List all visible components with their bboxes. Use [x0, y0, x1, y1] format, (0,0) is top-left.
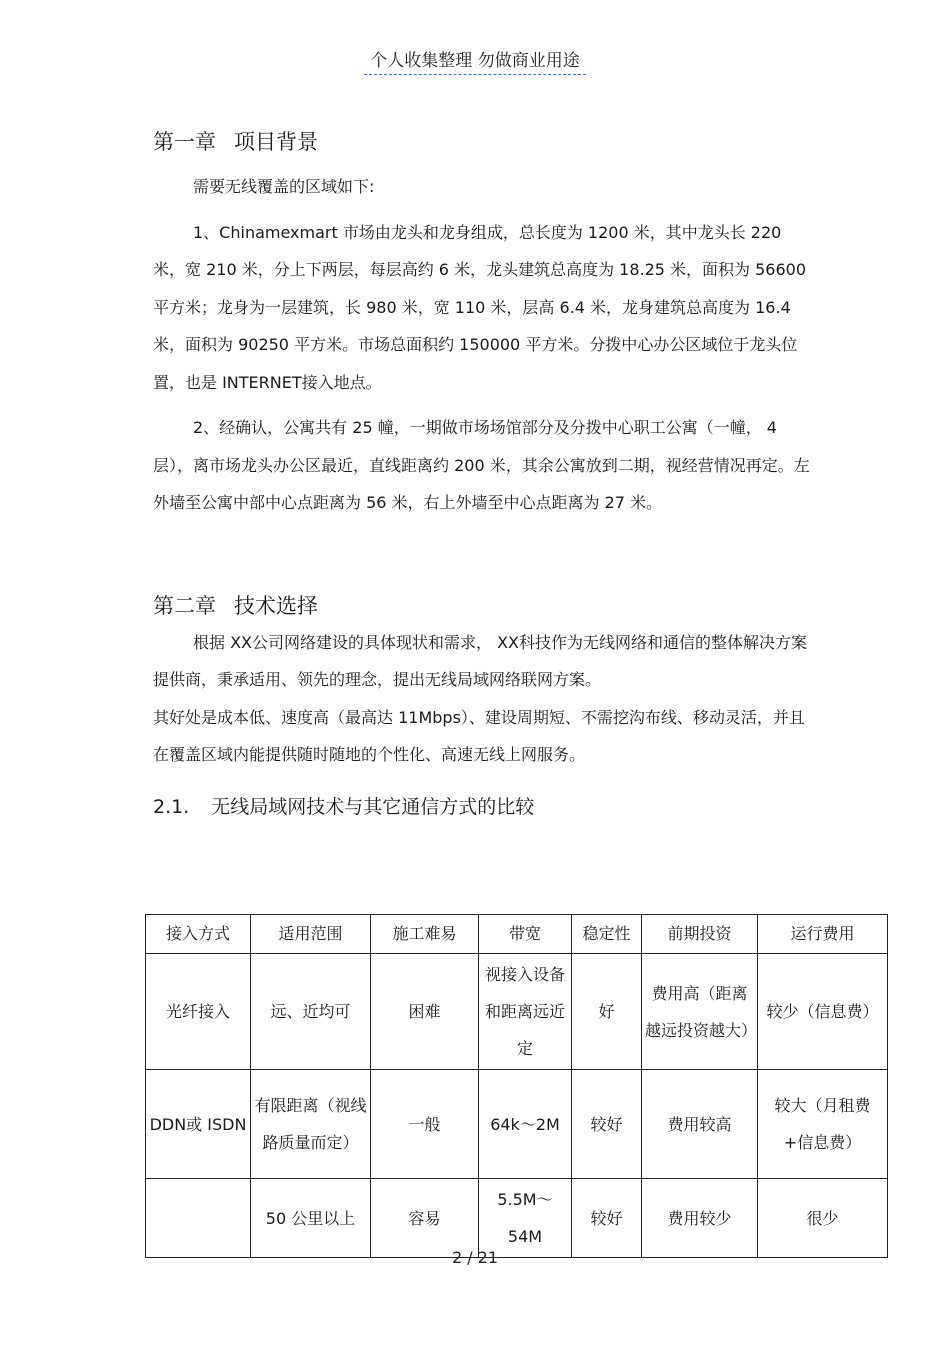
- chapter-1-number: 第一章: [153, 130, 216, 154]
- table-cell: 一般: [371, 1070, 479, 1179]
- table-cell: 费用较高: [642, 1070, 758, 1179]
- chapter-2-title: 技术选择: [234, 593, 318, 618]
- table-cell: 视接入设备和距离远近定: [479, 954, 572, 1070]
- table-header-cell: 施工难易: [371, 915, 479, 954]
- table-row: [146, 1070, 888, 1179]
- table-cell: 64k～2M: [479, 1070, 572, 1179]
- section-2-1-title: 无线局域网技术与其它通信方式的比较: [211, 795, 535, 818]
- table-cell: 容易: [371, 1179, 479, 1258]
- chapter-2-number: 第二章: [153, 593, 216, 618]
- table-cell: 较大（月租费 +信息费）: [758, 1070, 888, 1179]
- table-header-cell: 稳定性: [572, 915, 642, 954]
- table-cell: 困难: [371, 954, 479, 1070]
- chapter-2-heading: [153, 588, 813, 624]
- header-text: 个人收集整理 勿做商业用途: [364, 46, 585, 75]
- chapter-1-paragraph-1: 1、Chinamexmart 市场由龙头和龙身组成，总长度为 1200 米，其中龙头长 220 米，宽 210 米，分上下两层，每层高约 6 米，龙头建筑总高度为 18.25 米，面积为 56600 平方米；龙身为一层建筑，长 980 米，宽 110 米，层高 6.4 米，龙身建筑总高度为 16.4 米，面积为 90250 平方米。市场总面积约 150000 平方米。分拨中心办公区域位于龙头位置，也是 INTERNET接入地点。: [153, 222, 807, 392]
- table-header-cell: 前期投资: [642, 915, 758, 954]
- table-cell: 光纤接入: [146, 954, 251, 1070]
- table-header-row: [146, 915, 888, 954]
- table-row: [146, 954, 888, 1070]
- chapter-1-title: 项目背景: [234, 130, 318, 154]
- table-cell: 较少（信息费）: [758, 954, 888, 1070]
- chapter-2-paragraph-2: 其好处是成本低、速度高（最高达 11Mbps）、建设周期短、不需挖沟布线、移动灵活，并且在覆盖区域内能提供随时随地的个性化、高速无线上网服务。: [153, 707, 805, 764]
- table-cell: 较好: [572, 1179, 642, 1258]
- table-cell: 很少: [758, 1179, 888, 1258]
- chapter-2-paragraph-1: 根据 XX公司网络建设的具体现状和需求， XX科技作为无线网络和通信的整体解决方案提供商，秉承适用、领先的理念，提出无线局域网络联网方案。: [153, 632, 808, 689]
- chapter-1-intro: 需要无线覆盖的区域如下:: [193, 177, 375, 196]
- chapter-1-paragraph-2: 2、经确认，公寓共有 25 幢，一期做市场场馆部分及分拨中心职工公寓（一幢， 4 层），离市场龙头办公区最近，直线距离约 200 米，其余公寓放到二期，视经营情况再定。左外墙至公寓中部中心点距离为 56 米，右上外墙至中心点距离为 27 米。: [153, 418, 810, 512]
- table-header-cell: 适用范围: [251, 915, 371, 954]
- table-cell: 费用高（距离越远投资越大）: [642, 954, 758, 1070]
- table-row: [146, 1179, 888, 1258]
- table-cell: 费用较少: [642, 1179, 758, 1258]
- table-cell: DDN或 ISDN: [146, 1070, 251, 1179]
- table-cell: 5.5M～54M: [479, 1179, 572, 1258]
- table-cell: [146, 1179, 251, 1258]
- chapter-1-heading: [153, 124, 813, 160]
- document-body: [153, 124, 813, 836]
- table-header-cell: 运行费用: [758, 915, 888, 954]
- table-header-cell: 接入方式: [146, 915, 251, 954]
- section-2-1-heading: [153, 790, 813, 824]
- table-cell: 好: [572, 954, 642, 1070]
- page-number: 2 / 21: [451, 1248, 499, 1267]
- section-2-1-number: 2.1.: [153, 795, 190, 818]
- table-cell: 远、近均可: [251, 954, 371, 1070]
- table-cell: 有限距离（视线路质量而定）: [251, 1070, 371, 1179]
- page-header: [0, 46, 950, 75]
- table-cell: 50 公里以上: [251, 1179, 371, 1258]
- comparison-table: [145, 914, 888, 1258]
- table-header-cell: 带宽: [479, 915, 572, 954]
- table-cell: 较好: [572, 1070, 642, 1179]
